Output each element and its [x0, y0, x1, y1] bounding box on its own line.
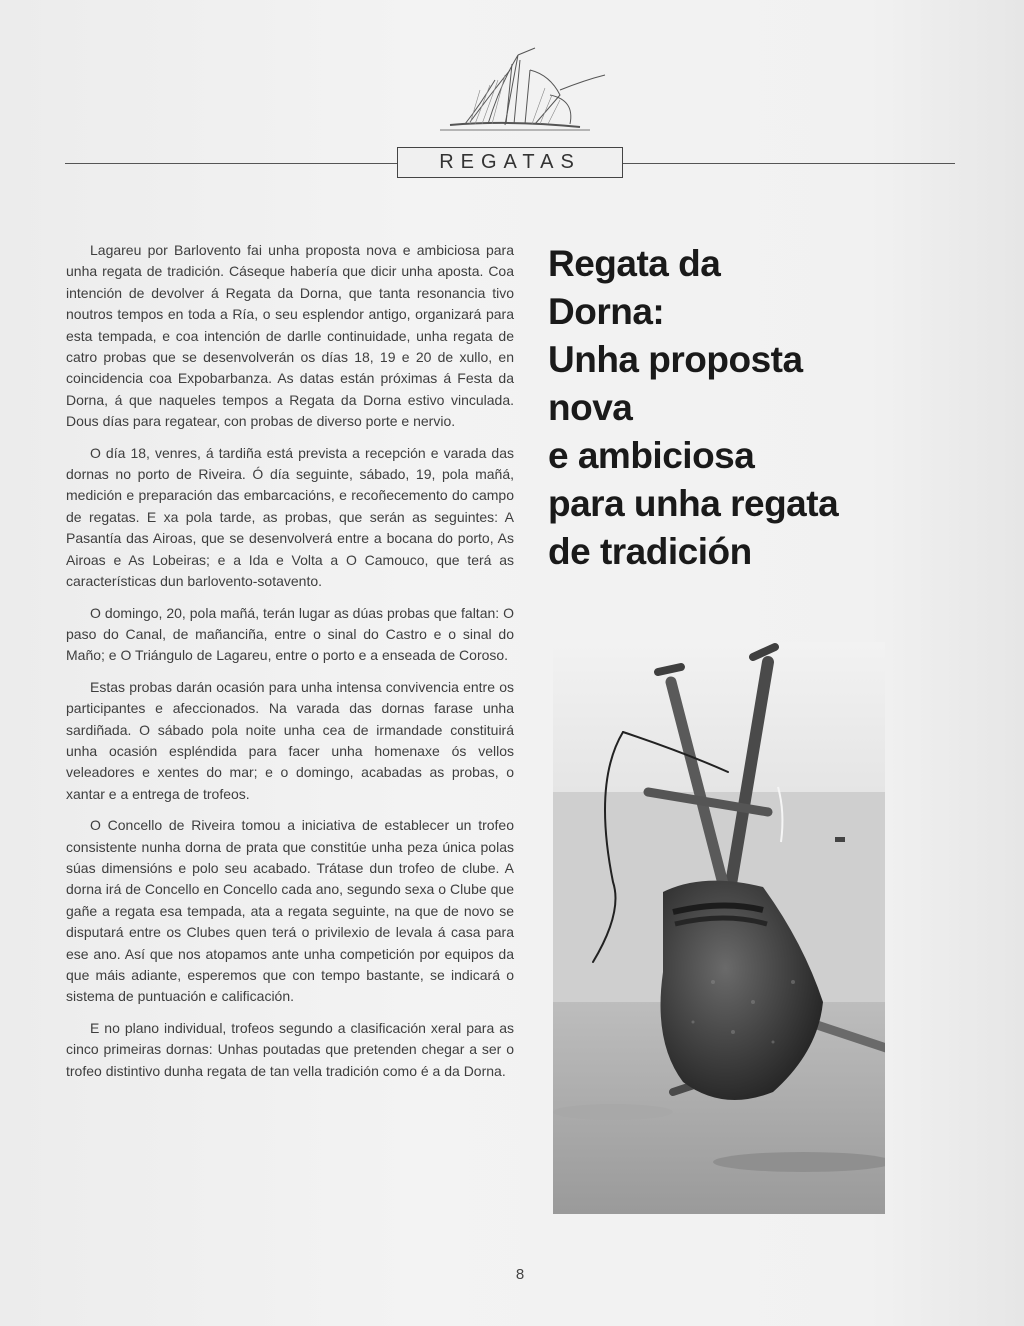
article-paragraph: O día 18, venres, á tardiña está prevista a recepción e varada das dornas no porto de Riveira. Ó día seguinte, sábado, 19, pola mañá, medición e preparación das embarcacións, e recoñecemento do campo de regatas. E xa pola tarde, as probas, que serán as seguintes: A Pasantía das Airoas, que se desenvolverá entre a bocana do porto, As Airoas e As Lobeiras; e a Ida e Volta a O Camouco, que terá as características dun barlovento-sotavento.: [66, 444, 514, 590]
article-paragraph: O Concello de Riveira tomou a iniciativa de establecer un trofeo consistente nunha dorna de prata que constitúe unha peza única polas súas dimensións e polo seu acabado. Trátase dun trofeo de clube. A dorna irá de Concello en Concello cada ano, segundo sexa o Clube que gañe a regata esa tempada, ata a regata seguinte, na que de novo se disputará entre os Clubes quen terá o privilexio de levala á casa para ese ano. Así que nos atopamos ante unha competición por equipos da que máis adiante, esperemos que con tempo bastante, se indicará o sistema de puntuación e calificación.: [66, 817, 514, 1005]
header-rule-right: [622, 163, 955, 164]
article-paragraph: O domingo, 20, pola mañá, terán lugar as dúas probas que faltan: O paso do Canal, de mañanciña, entre o sinal do Castro e o sinal do Maño; e O Triángulo de Lagareu, entre o porto e a enseada de Coroso.: [66, 604, 514, 664]
headline-line: de tradición: [548, 531, 752, 572]
headline-line: nova: [548, 387, 633, 428]
article-headline: [548, 240, 868, 576]
headline-line: Dorna:: [548, 291, 665, 332]
headline-line: e ambiciosa: [548, 435, 755, 476]
article-body: [66, 240, 514, 1092]
headline-line: para unha regata: [548, 483, 839, 524]
anchor-photo: [553, 642, 885, 1214]
section-title: REGATAS: [397, 147, 623, 178]
sailboat-sketch-icon: [410, 40, 620, 140]
header-rule-left: [65, 163, 398, 164]
page-number: 8: [515, 1266, 525, 1283]
headline-line: Regata da: [548, 243, 721, 284]
headline-line: Unha proposta: [548, 339, 803, 380]
article-paragraph: Lagareu por Barlovento fai unha proposta nova e ambiciosa para unha regata de tradición. Cáseque habería que dicir unha aposta. Coa intención de devolver á Regata da Dorna, que tanta resonancia tivo noutros tempos en toda a Ría, o seu esplendor antigo, organizará para esta tempada, e coa intención de darlle continuidade, unha regata de catro probas que se desenvolverán os días 18, 19 e 20 de xullo, en coincidencia coa Expobarbanza. As datas están próximas á Festa da Dorna, á que naqueles tempos a Regata da Dorna estivo vinculada. Dous días para regatear, con probas de diverso porte e nervio.: [66, 242, 514, 430]
article-paragraph: Estas probas darán ocasión para unha intensa convivencia entre os participantes e afeccionados. Na varada das dornas farase unha sardiñada. O sábado pola noite unha cea de irmandade constituirá unha ocasión espléndida para facer unha homenaxe ós vellos veleadores e xentes do mar; e o domingo, acabadas as probas, o xantar e a entrega de trofeos.: [66, 678, 514, 802]
article-paragraph: E no plano individual, trofeos segundo a clasificación xeral para as cinco primeiras dornas: Unhas poutadas que pretenden chegar a ser o trofeo distintivo dunha regata de tan vella tradición como é a da Dorna.: [66, 1019, 514, 1079]
